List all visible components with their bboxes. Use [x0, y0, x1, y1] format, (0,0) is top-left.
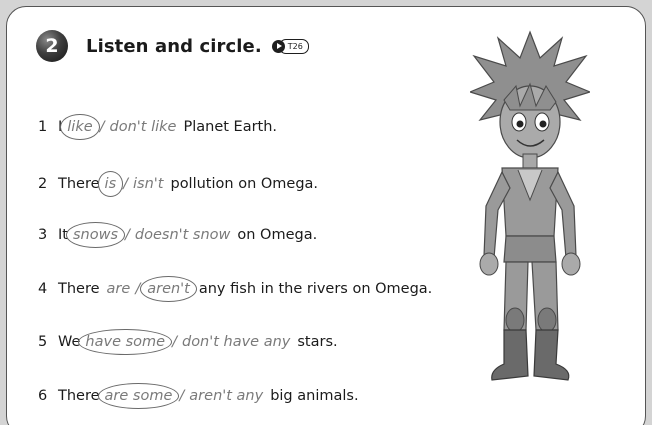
item-number: 4	[38, 281, 48, 297]
item-text-before: I	[58, 119, 63, 135]
option-separator: /	[179, 388, 185, 404]
item-number: 1	[38, 119, 48, 135]
option-separator: /	[172, 334, 177, 350]
item-number: 3	[38, 227, 48, 243]
option-separator: /	[135, 281, 141, 297]
item-text-after: stars.	[297, 334, 338, 350]
exercise-header	[36, 30, 309, 62]
audio-track-label: T26	[279, 39, 309, 54]
item-text-before: It	[58, 227, 68, 243]
exercise-item-1	[38, 113, 277, 141]
play-icon	[272, 40, 285, 53]
exercise-item-6	[38, 382, 359, 410]
exercise-item-3	[38, 221, 317, 249]
option-circled[interactable]: have some	[78, 329, 172, 355]
item-text-after: any fish in the rivers on Omega.	[198, 281, 433, 297]
option-separator: /	[99, 119, 105, 135]
option[interactable]: are	[106, 281, 131, 297]
exercise-number-badge: 2	[36, 30, 68, 62]
exercise-item-2	[38, 170, 318, 198]
item-text-before: There	[58, 281, 100, 297]
exercise-item-4	[38, 275, 432, 303]
option-circled[interactable]: snows	[66, 222, 125, 248]
option[interactable]: don't have any	[181, 334, 291, 350]
item-number: 5	[38, 334, 48, 350]
option-circled[interactable]: are some	[98, 383, 180, 409]
item-text-before: There	[58, 388, 100, 404]
item-text-after: Planet Earth.	[183, 119, 278, 135]
option[interactable]: isn't	[133, 176, 164, 192]
item-text-after: pollution on Omega.	[170, 176, 319, 192]
option-circled[interactable]: like	[60, 114, 99, 140]
exercise-title: Listen and circle.	[86, 35, 262, 57]
option[interactable]: aren't any	[189, 388, 264, 404]
item-text-before: There	[58, 176, 100, 192]
exercise-item-5	[38, 328, 338, 356]
audio-track-button[interactable]	[272, 39, 309, 54]
option-circled[interactable]: aren't	[140, 276, 197, 302]
option-separator: /	[125, 227, 130, 243]
option-circled[interactable]: is	[98, 171, 124, 197]
alien-character-icon	[470, 30, 590, 390]
item-text-after: big animals.	[270, 388, 359, 404]
option[interactable]: doesn't snow	[134, 227, 231, 243]
item-text-before: We	[58, 334, 81, 350]
item-number: 6	[38, 388, 48, 404]
item-text-after: on Omega.	[237, 227, 318, 243]
item-number: 2	[38, 176, 48, 192]
option-separator: /	[123, 176, 129, 192]
option[interactable]: don't like	[109, 119, 177, 135]
